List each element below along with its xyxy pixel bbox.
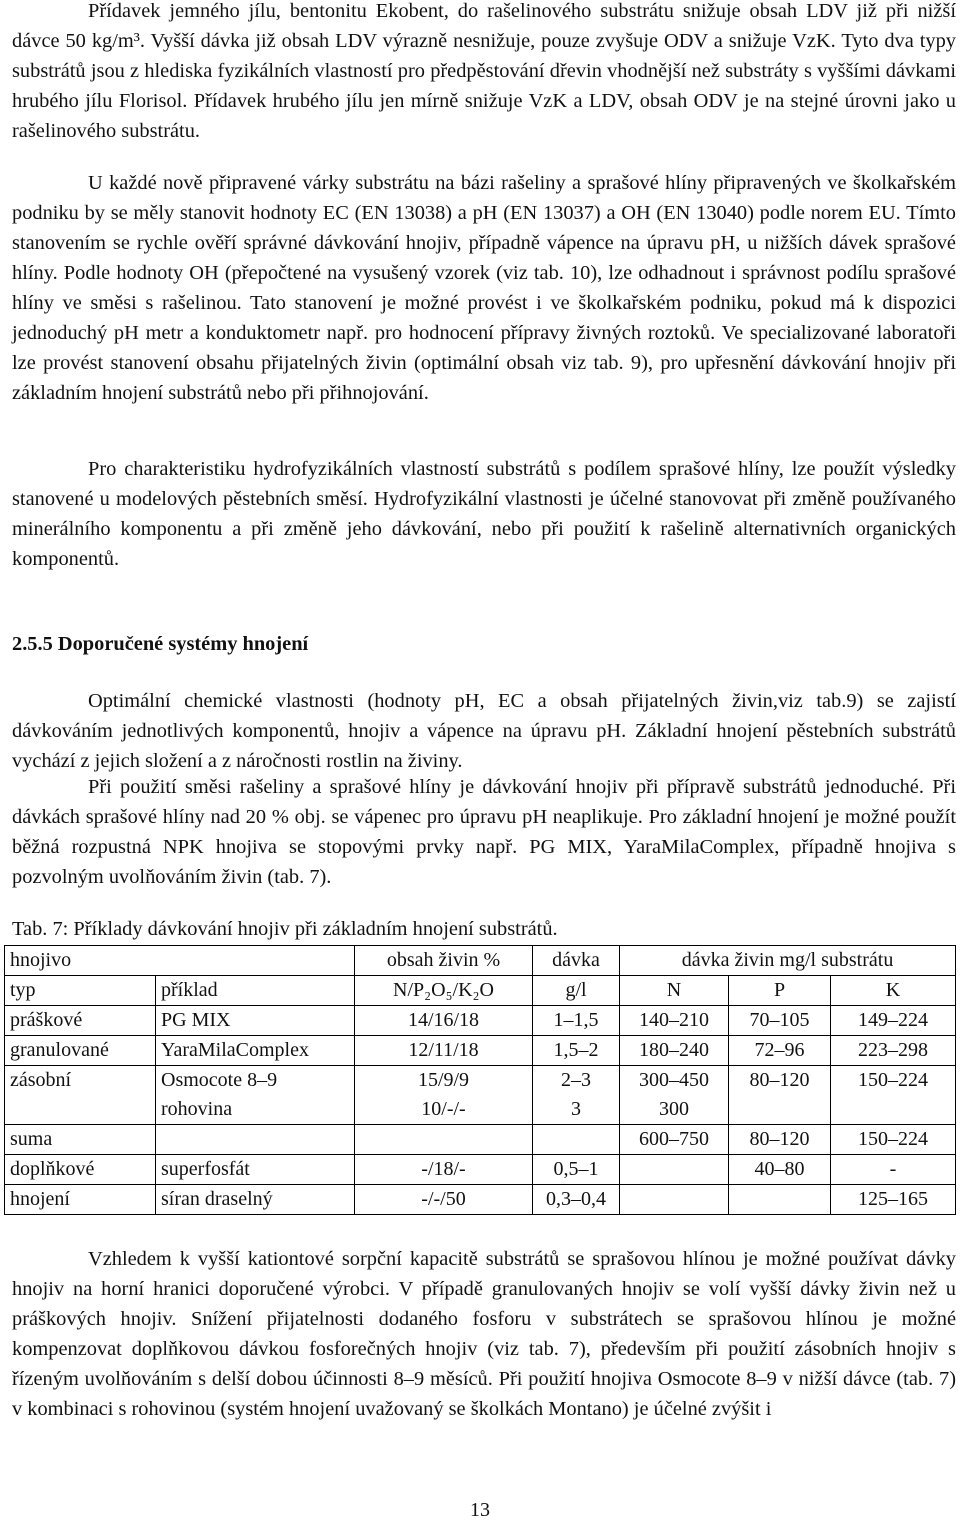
table-cell: suma <box>5 1125 156 1155</box>
table-cell <box>533 1066 620 1125</box>
cell-line: 10/-/- <box>421 1098 466 1120</box>
table-cell: PG MIX <box>156 1006 355 1036</box>
header-n: N <box>620 976 729 1006</box>
table-cell: práškové <box>5 1006 156 1036</box>
header-type: typ <box>5 976 156 1006</box>
table-cell <box>156 1066 355 1125</box>
header-unit: g/l <box>533 976 620 1006</box>
table-cell: -/-/50 <box>355 1185 533 1215</box>
table-cell: 125–165 <box>831 1185 956 1215</box>
paragraph-fertilizer-dosing: Při použití směsi rašeliny a sprašové hlíny je dávkování hnojiv při přípravě substrátů jednoduché. Při dávkách sprašové hlíny nad 20 % obj. se vápenec pro úpravu pH neaplikuje. Pro základní hnojení je možné použít běžná rozpustná NPK hnojiva se stopovými prvky např. PG MIX, YaraMilaComplex, případně hnojiva s pozvolným uvolňováním živin (tab. 7). <box>12 776 956 888</box>
paragraph-chemical-properties: Optimální chemické vlastnosti (hodnoty pH, EC a obsah přijatelných živin,viz tab.9) se zajistí dávkováním jednotlivých komponentů, hnojiv a vápence na úpravu pH. Základní hnojení pěstebních substrátů vychází z jejich složení a z náročnosti rostlin na živiny. <box>12 690 956 772</box>
table-cell: 150–224 <box>831 1066 956 1125</box>
table-cell <box>156 1125 355 1155</box>
table-cell <box>620 1185 729 1215</box>
table-cell: granulované <box>5 1036 156 1066</box>
table-cell: hnojení <box>5 1185 156 1215</box>
page-number: 13 <box>470 1499 490 1521</box>
table-cell: 140–210 <box>620 1006 729 1036</box>
table-cell: -/18/- <box>355 1155 533 1185</box>
header-p: P <box>729 976 831 1006</box>
header-npk: N/P₂O₅/K₂O <box>355 976 533 1006</box>
table-cell: 0,5–1 <box>533 1155 620 1185</box>
table-row <box>5 1125 956 1155</box>
table-row <box>5 1036 956 1066</box>
header-example: příklad <box>156 976 355 1006</box>
table-cell: 1,5–2 <box>533 1036 620 1066</box>
paragraph-hydrophysical: Pro charakteristiku hydrofyzikálních vlastností substrátů s podílem sprašové hlíny, lze použít výsledky stanovené u modelových pěstebních směsí. Hydrofyzikální vlastnosti je účelné stanovovat při změně používaného minerálního komponentu a při změně jeho dávkování, nebo při použití k rašelině alternativních organických komponentů. <box>12 458 956 570</box>
table-subheader-row <box>5 976 956 1006</box>
cell-line: 3 <box>571 1098 581 1120</box>
table-cell: 150–224 <box>831 1125 956 1155</box>
table-cell: 149–224 <box>831 1006 956 1036</box>
table-cell <box>620 1066 729 1125</box>
table-cell: 1–1,5 <box>533 1006 620 1036</box>
table-cell <box>729 1185 831 1215</box>
table-cell: 600–750 <box>620 1125 729 1155</box>
table-header-row <box>5 946 956 976</box>
cell-line: 15/9/9 <box>417 1069 470 1091</box>
cell-line: rohovina <box>161 1098 233 1120</box>
table-cell: 70–105 <box>729 1006 831 1036</box>
table-cell: 180–240 <box>620 1036 729 1066</box>
table-cell: doplňkové <box>5 1155 156 1185</box>
paragraph-ec-ph-measurement: U každé nově připravené várky substrátu na bázi rašeliny a sprašové hlíny připravených ve školkařském podniku by se měly stanovit hodnoty EC (EN 13038) a pH (EN 13037) a OH (EN 13040) podle norem EU. Tímto stanovením se rychle ověří správné dávkování hnojiv, případně vápence na úpravu pH, u nižších dávek sprašové hlíny. Podle hodnoty OH (přepočtené na vysušený vzorek (viz tab. 10), lze odhadnout i správnost podílu sprašové hlíny ve směsi s rašelinou. Tato stanovení je možné provést i ve školkařském podniku, pokud má k dispozici jednoduchý pH metr a konduktometr např. pro hodnocení přípravy živných roztoků. Ve specializované laboratoři lze provést stanovení obsahu přijatelných živin (optimální obsah viz tab. 9), pro upřesnění dávkování hnojiv při základním hnojení substrátů nebo při přihnojování. <box>12 172 956 404</box>
header-k: K <box>831 976 956 1006</box>
table-cell <box>355 1066 533 1125</box>
paragraph-cation-exchange: Vzhledem k vyšší kationtové sorpční kapacitě substrátů se sprašovou hlínou je možné používat dávky hnojiv na horní hranici doporučené výrobci. V případě granulovaných hnojiv se volí vyšší dávky živin než u práškových hnojiv. Snížení přijatelnosti dodaného fosforu v substrátech se sprašovou hlínou je možné kompenzovat doplňkovou dávkou fosforečných hnojiv (viz tab. 7), především při použití zásobních hnojiv s řízeným uvolňováním s delší dobou účinnosti 8–9 měsíců. Při použití hnojiva Osmocote 8–9 v nižší dávce (tab. 7) v kombinaci s rohovinou (systém hnojení uvažovaný se školkách Montano) je účelné zvýšit i <box>12 1248 956 1420</box>
table-cell: 223–298 <box>831 1036 956 1066</box>
header-fertilizer: hnojivo <box>5 946 355 976</box>
table-cell: 40–80 <box>729 1155 831 1185</box>
cell-line: Osmocote 8–9 <box>161 1069 278 1091</box>
header-nutrient-dose: dávka živin mg/l substrátu <box>620 946 956 976</box>
table-cell: 80–120 <box>729 1125 831 1155</box>
table-cell: 0,3–0,4 <box>533 1185 620 1215</box>
table-cell: 80–120 <box>729 1066 831 1125</box>
table-cell: síran draselný <box>156 1185 355 1215</box>
table-cell <box>533 1125 620 1155</box>
cell-line: 300 <box>659 1098 689 1120</box>
table-cell: YaraMilaComplex <box>156 1036 355 1066</box>
fertilizer-table <box>4 945 956 1215</box>
header-dose: dávka <box>533 946 620 976</box>
cell-line: 2–3 <box>561 1069 591 1091</box>
table-cell: 14/16/18 <box>355 1006 533 1036</box>
table-cell: 72–96 <box>729 1036 831 1066</box>
paragraph-bentonite: Přídavek jemného jílu, bentonitu Ekobent, do rašelinového substrátu snižuje obsah LDV již při nižší dávce 50 kg/m³. Vyšší dávka již obsah LDV výrazně nesnižuje, pouze zvyšuje ODV a snižuje VzK. Tyto dva typy substrátů jsou z hlediska fyzikálních vlastností pro předpěstování dřevin vhodnější než substráty s vyššími dávkami hrubého jílu Florisol. Přídavek hrubého jílu jen mírně snižuje VzK a LDV, obsah ODV je na stejné úrovni jako u rašelinového substrátu. <box>12 0 956 142</box>
table-cell <box>355 1125 533 1155</box>
section-heading: 2.5.5 Doporučené systémy hnojení <box>12 633 309 655</box>
cell-line: 300–450 <box>639 1069 709 1091</box>
table-row <box>5 1185 956 1215</box>
header-nutrient-content: obsah živin % <box>355 946 533 976</box>
table-cell: zásobní <box>5 1066 156 1125</box>
table-cell: superfosfát <box>156 1155 355 1185</box>
table-cell: - <box>831 1155 956 1185</box>
table-row <box>5 1155 956 1185</box>
table-cell <box>620 1155 729 1185</box>
table-row <box>5 1006 956 1036</box>
table-caption: Tab. 7: Příklady dávkování hnojiv při základním hnojení substrátů. <box>12 918 558 940</box>
table-cell: 12/11/18 <box>355 1036 533 1066</box>
